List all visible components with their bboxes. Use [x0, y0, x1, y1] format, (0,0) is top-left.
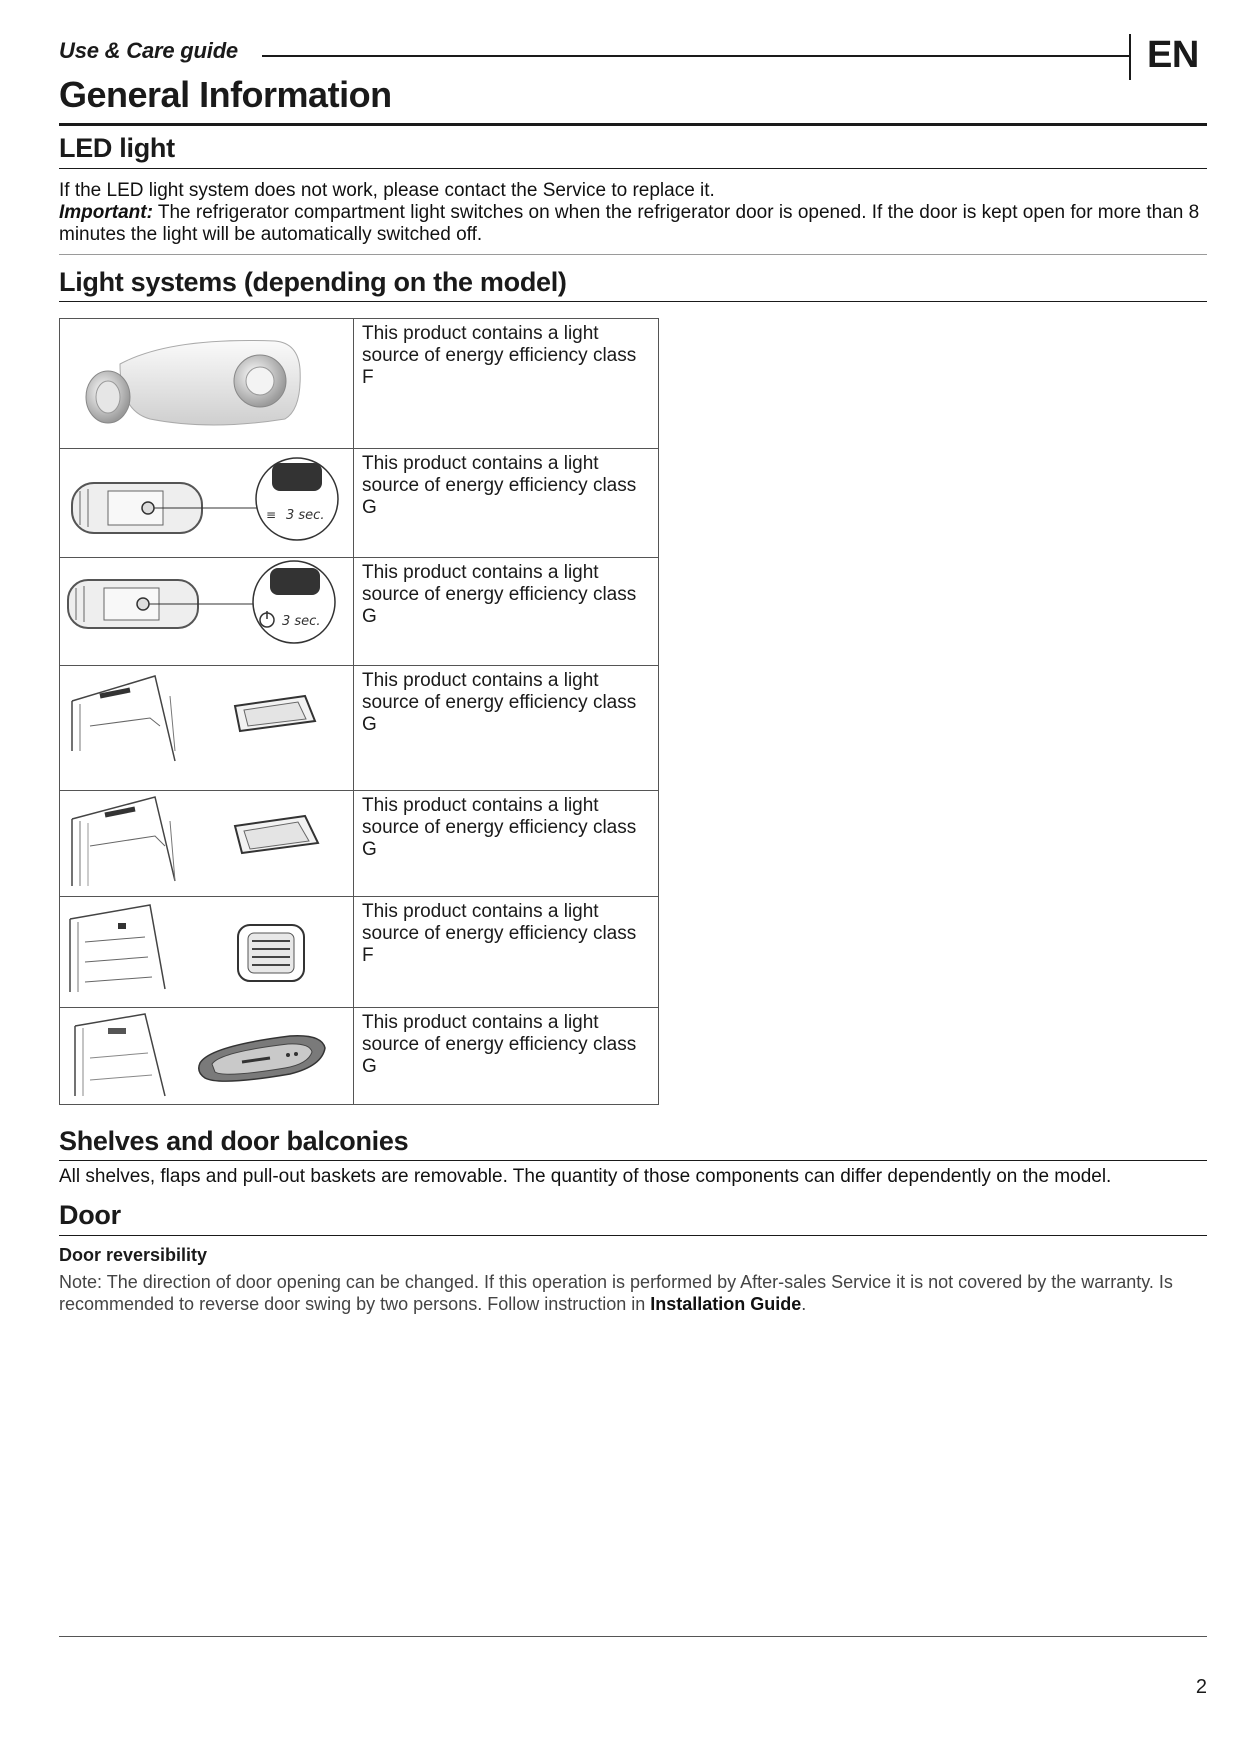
- fridge-ceiling-led-bar-icon: [60, 1008, 353, 1103]
- shelves-heading: Shelves and door balconies: [59, 1126, 409, 1156]
- image-cell: [60, 897, 354, 1008]
- table-row: [60, 449, 659, 558]
- important-text: The refrigerator compartment light switches on when the refrigerator door is opened. If the door is kept open for more than 8 minutes the light will be automatically switched off.: [59, 202, 1200, 245]
- door-rule: [59, 1235, 1207, 1236]
- led-bulb-icon: [60, 319, 353, 447]
- important-label: Important:: [59, 202, 153, 223]
- light-systems-rule: [59, 301, 1207, 302]
- led-light-heading: LED light: [59, 133, 175, 163]
- table-row: [60, 791, 659, 897]
- installation-guide-ref: Installation Guide: [650, 1294, 802, 1314]
- image-cell: [60, 319, 354, 449]
- fridge-top-led-panel-icon: [60, 791, 353, 895]
- door-note: [59, 1271, 1209, 1315]
- svg-text:≡: ≡: [266, 508, 277, 522]
- language-divider: [1129, 34, 1131, 80]
- led-light-bottom-rule: [59, 254, 1207, 255]
- door-note-end: .: [801, 1294, 807, 1314]
- door-heading: Door: [59, 1200, 121, 1230]
- text-cell: This product contains a light source of energy efficiency class G: [354, 449, 659, 558]
- table-row: [60, 666, 659, 791]
- title-rule: [59, 123, 1207, 126]
- door-note-text: Note: The direction of door opening can be changed. If this operation is performed by After-sales Service it is not covered by the warranty. Is recommended to reverse door swing by two persons. Follow instruction in: [59, 1272, 1173, 1314]
- image-cell: [60, 558, 354, 666]
- fridge-side-led-panel-icon: [60, 897, 353, 1006]
- text-cell: This product contains a light source of energy efficiency class G: [354, 791, 659, 897]
- fridge-top-led-panel-icon: [60, 666, 353, 789]
- table-row: [60, 1008, 659, 1105]
- table-row: [60, 897, 659, 1008]
- led-module-thermo-icon: [60, 449, 353, 556]
- image-cell: [60, 666, 354, 791]
- header-rule: [262, 55, 1129, 57]
- timer-label: 3 sec.: [286, 508, 325, 523]
- light-systems-heading: Light systems (depending on the model): [59, 267, 567, 297]
- timer-label: 3 sec.: [282, 614, 321, 629]
- guide-title: Use & Care guide: [59, 38, 238, 63]
- door-subheading: Door reversibility: [59, 1245, 208, 1265]
- text-cell: This product contains a light source of energy efficiency class G: [354, 1008, 659, 1105]
- language-code: EN: [1147, 34, 1199, 76]
- text-cell: This product contains a light source of energy efficiency class G: [354, 558, 659, 666]
- table-row: [60, 319, 659, 449]
- footer-rule: [59, 1636, 1207, 1637]
- table-row: [60, 558, 659, 666]
- page-title: General Information: [59, 74, 392, 115]
- image-cell: [60, 1008, 354, 1105]
- page-number: 2: [1195, 1676, 1207, 1698]
- text-cell: This product contains a light source of energy efficiency class F: [354, 897, 659, 1008]
- shelves-rule: [59, 1160, 1207, 1161]
- image-cell: [60, 449, 354, 558]
- led-light-line1: If the LED light system does not work, please contact the Service to replace it.: [59, 180, 715, 201]
- image-cell: [60, 791, 354, 897]
- text-cell: This product contains a light source of energy efficiency class F: [354, 319, 659, 449]
- led-module-power-icon: [60, 558, 353, 664]
- shelves-text: All shelves, flaps and pull-out baskets are removable. The quantity of those components can differ dependently on the model.: [59, 1166, 1112, 1187]
- text-cell: This product contains a light source of energy efficiency class G: [354, 666, 659, 791]
- light-systems-table: [59, 318, 659, 1105]
- led-light-text: [59, 180, 1209, 246]
- led-light-rule: [59, 168, 1207, 169]
